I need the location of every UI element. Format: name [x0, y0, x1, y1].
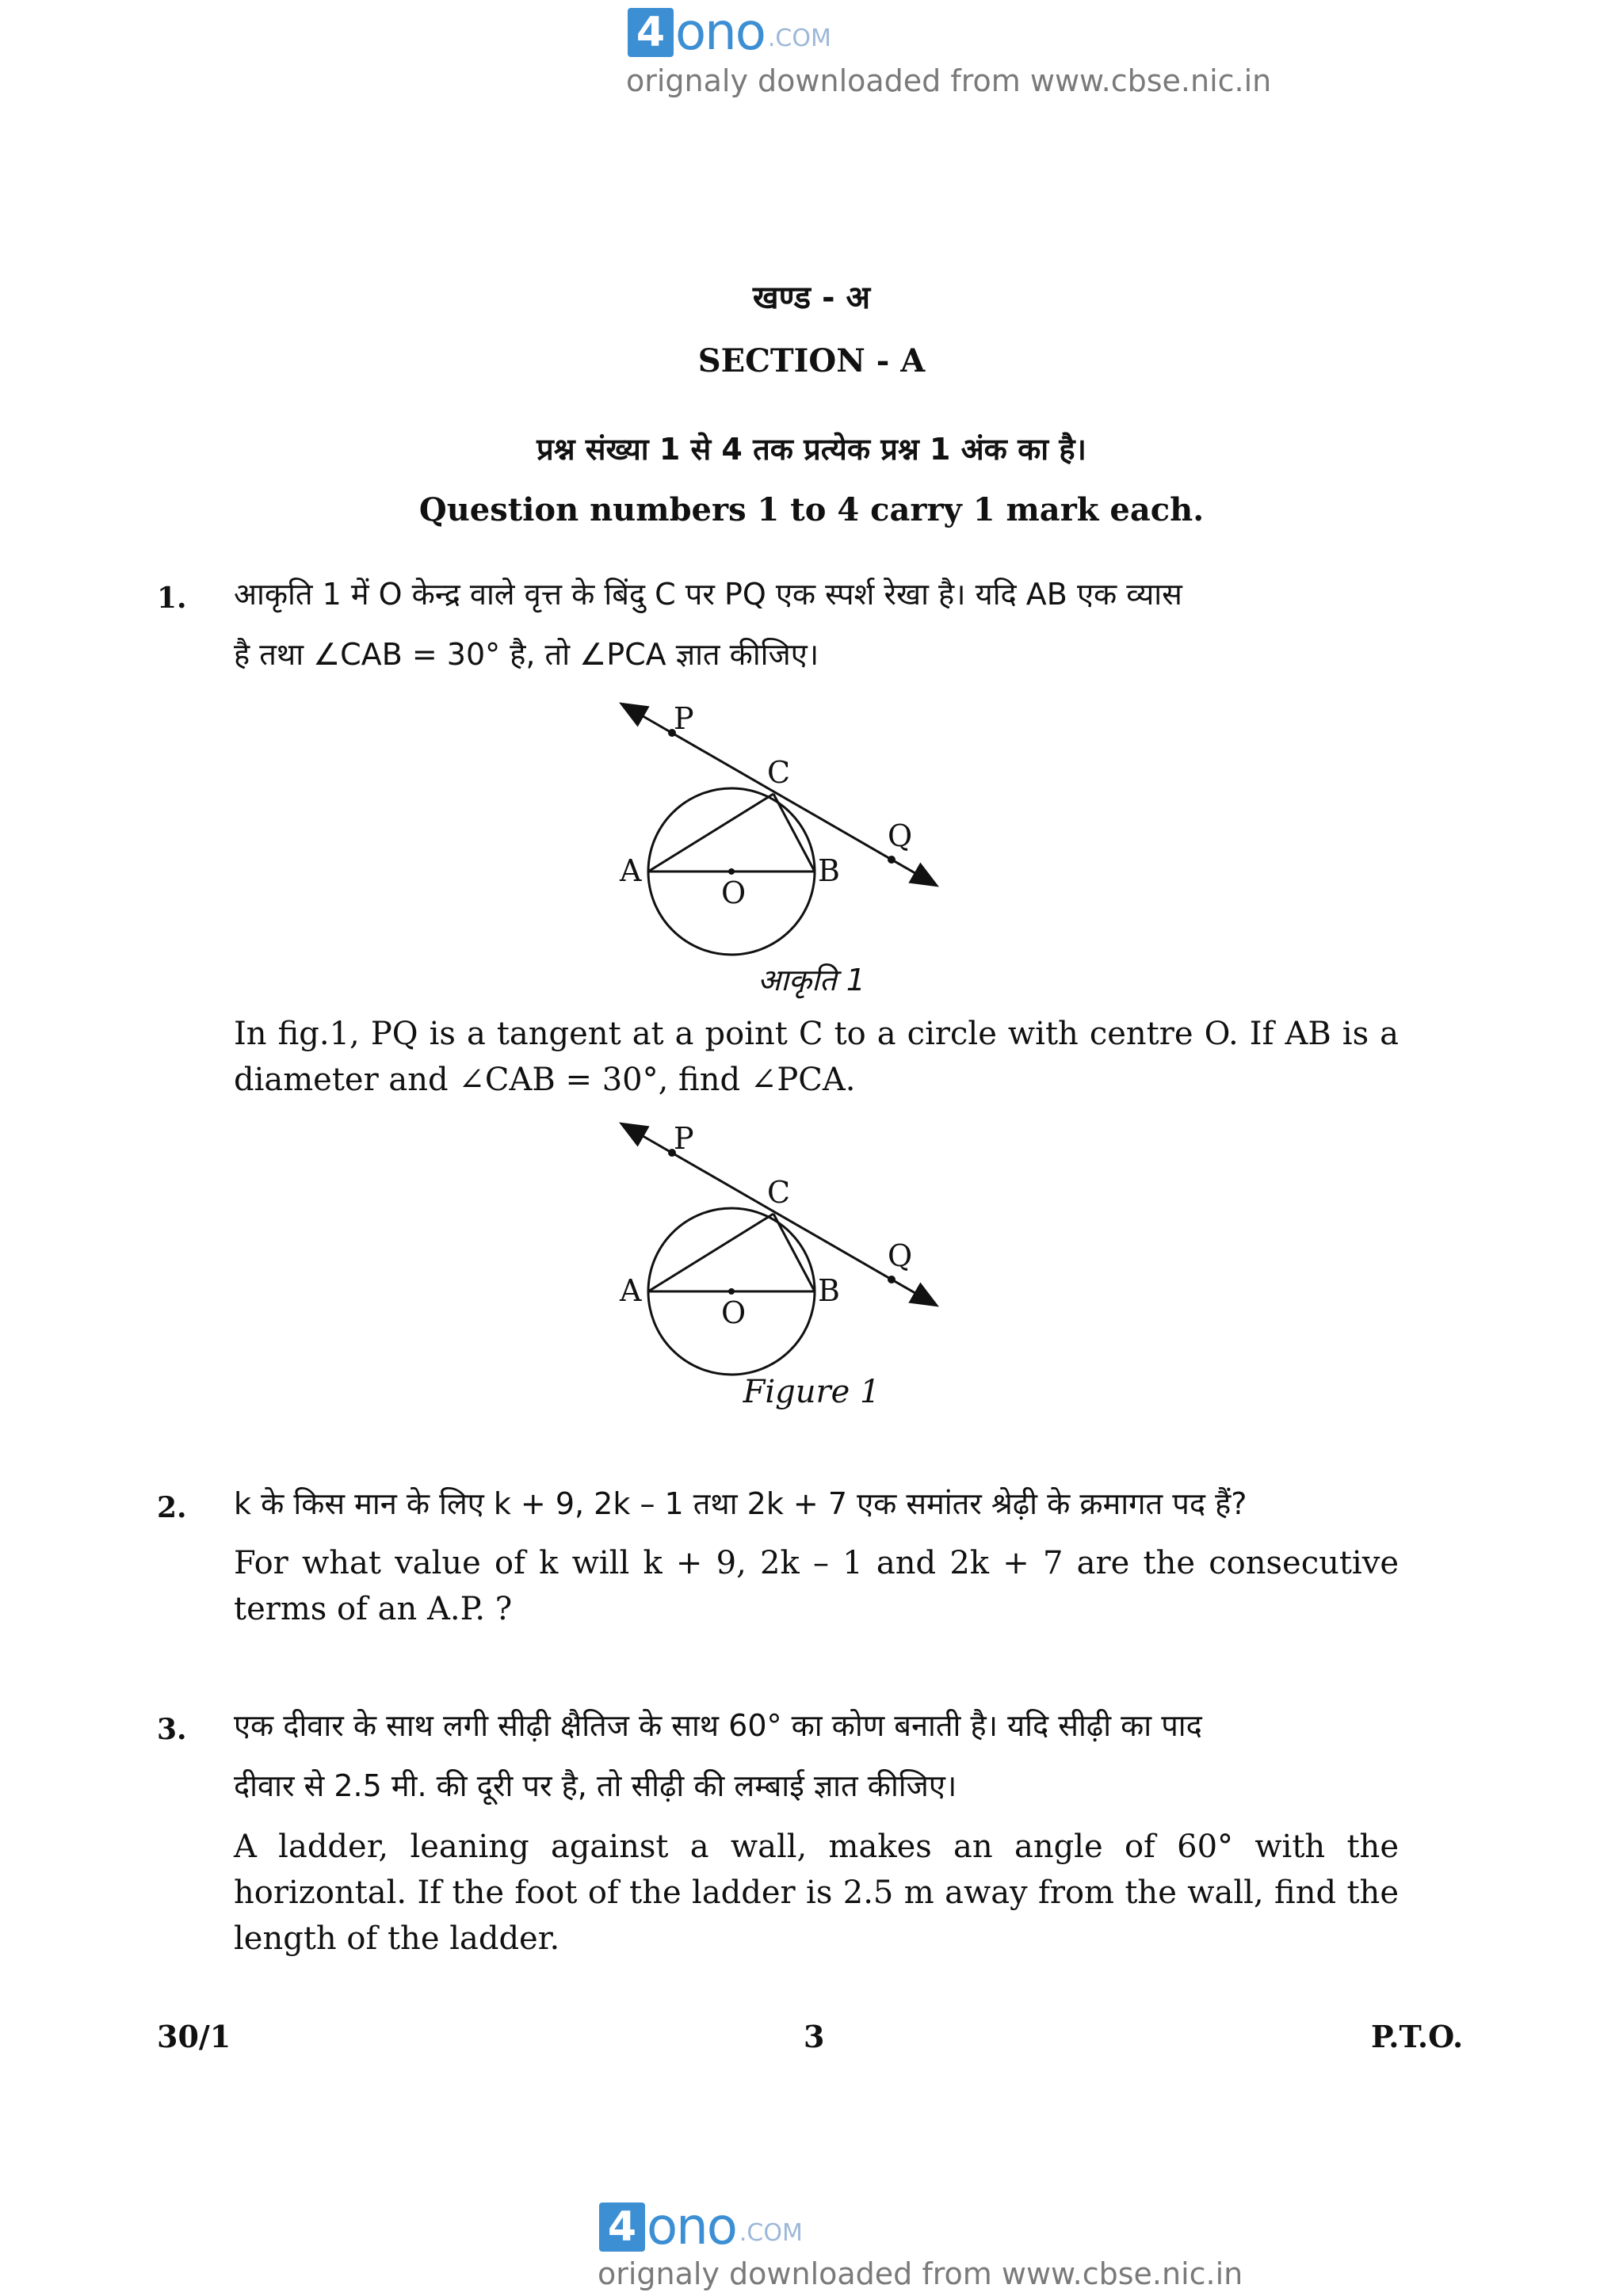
- chord-cb: [773, 794, 815, 871]
- paper-code: 30/1: [157, 2019, 231, 2054]
- logo-text: ono: [675, 3, 765, 62]
- logo-number-box: 4: [599, 2203, 645, 2252]
- point-q: [888, 856, 896, 864]
- question-1-hindi-line2: है तथा ∠CAB = 30° है, तो ∠PCA ज्ञात कीजिए।: [234, 637, 819, 672]
- label-p: P: [674, 701, 694, 736]
- question-2-text: For what value of k will k + 9, 2k – 1 and 2k + 7 are the consecutive terms of an A.P. ?: [234, 1545, 1399, 1627]
- page-number: 3: [804, 2019, 825, 2054]
- watermark-subtitle-bottom: orignaly downloaded from www.cbse.nic.in: [598, 2256, 1243, 2291]
- chord-cb: [773, 1214, 815, 1291]
- label-b: B: [818, 853, 840, 888]
- watermark-logo-bottom: [599, 2198, 803, 2256]
- section-title-hindi: खण्ड - अ: [752, 280, 871, 316]
- question-3-hindi-line1: एक दीवार के साथ लगी सीढ़ी क्षैतिज के साथ 60° का कोण बनाती है। यदि सीढ़ी का पाद: [234, 1708, 1202, 1743]
- label-c: C: [767, 1175, 791, 1210]
- question-1-text: In fig.1, PQ is a tangent at a point C to a circle with centre O. If AB is a diameter and ∠CAB = 30°, find ∠PCA.: [234, 1016, 1399, 1098]
- label-b: B: [818, 1273, 840, 1308]
- label-a: A: [620, 1273, 642, 1308]
- question-3-text: A ladder, leaning against a wall, makes an angle of 60° with the horizontal. If the foot of the ladder is 2.5 m away from the wall, find the length of the ladder.: [234, 1829, 1399, 1957]
- label-a: A: [620, 853, 642, 888]
- figure-1-diagram: [618, 1117, 951, 1379]
- question-3-hindi-line2: दीवार से 2.5 मी. की दूरी पर है, तो सीढ़ी की लम्बाई ज्ञात कीजिए।: [234, 1768, 957, 1803]
- logo-text: ono: [647, 2198, 736, 2256]
- label-p: P: [674, 1121, 694, 1156]
- label-o: O: [721, 1295, 747, 1330]
- section-title: SECTION - A: [697, 342, 926, 379]
- question-number: 1.: [157, 582, 187, 615]
- question-number: 3.: [157, 1713, 187, 1746]
- point-o: [728, 868, 735, 875]
- marks-note: Question numbers 1 to 4 carry 1 mark each.: [418, 491, 1205, 528]
- figure-1-caption: Figure 1: [743, 1374, 880, 1410]
- label-q: Q: [888, 818, 913, 853]
- label-q: Q: [888, 1238, 913, 1273]
- watermark-subtitle-top: orignaly downloaded from www.cbse.nic.in: [626, 63, 1272, 98]
- logo-com: .COM: [739, 2219, 803, 2247]
- label-c: C: [767, 755, 791, 790]
- figure-1-caption-hindi: आकृति 1: [758, 963, 865, 997]
- point-o: [728, 1288, 735, 1295]
- logo-com: .COM: [767, 25, 831, 52]
- chord-ac: [648, 794, 773, 871]
- question-number: 2.: [157, 1491, 187, 1524]
- label-o: O: [721, 875, 747, 910]
- marks-note-hindi: प्रश्न संख्या 1 से 4 तक प्रत्येक प्रश्न 1 अंक का है।: [537, 432, 1086, 467]
- figure-1-hindi-diagram: [618, 697, 951, 959]
- watermark-logo-top: [628, 3, 831, 62]
- pto-label: P.T.O.: [1371, 2019, 1464, 2054]
- logo-number-box: 4: [628, 8, 674, 57]
- question-2-hindi: k के किस मान के लिए k + 9, 2k – 1 तथा 2k + 7 एक समांतर श्रेढ़ी के क्रमागत पद हैं?: [234, 1486, 1247, 1521]
- question-1-hindi-line1: आकृति 1 में O केन्द्र वाले वृत्त के बिंदु C पर PQ एक स्पर्श रेखा है। यदि AB एक व्यास: [234, 577, 1182, 612]
- chord-ac: [648, 1214, 773, 1291]
- point-q: [888, 1276, 896, 1283]
